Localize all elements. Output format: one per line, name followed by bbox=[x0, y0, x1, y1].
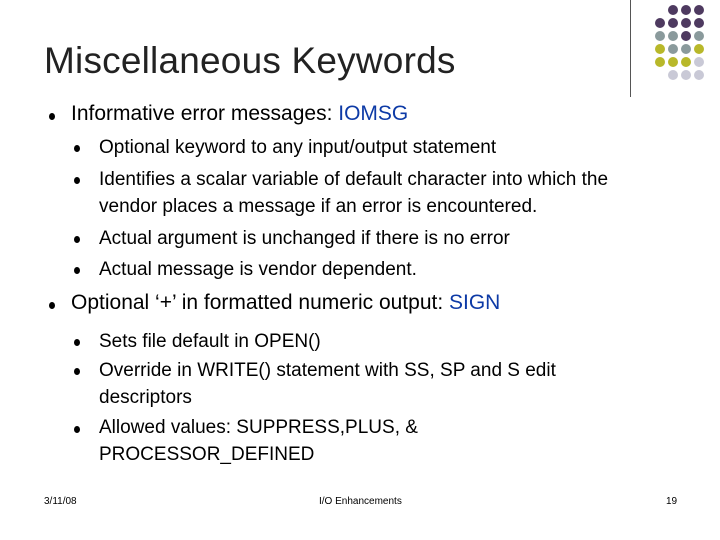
decorative-dot bbox=[694, 18, 704, 28]
bullet-text bbox=[71, 102, 408, 126]
decorative-dot bbox=[694, 31, 704, 41]
sub-bullet-text: Identifies a scalar variable of default character into which the bbox=[99, 169, 609, 190]
decorative-dot bbox=[681, 70, 691, 80]
decorative-dot bbox=[668, 5, 678, 15]
bullet-marker bbox=[49, 302, 55, 309]
sub-bullet-text: Sets file default in OPEN() bbox=[99, 331, 321, 352]
sub-bullet-marker bbox=[74, 426, 80, 433]
sub-bullet-text: Allowed values: SUPPRESS,PLUS, & bbox=[99, 417, 418, 438]
decorative-dot bbox=[668, 57, 678, 67]
sub-bullet-marker bbox=[74, 236, 80, 243]
sub-bullet-marker bbox=[74, 339, 80, 346]
decorative-dot bbox=[681, 57, 691, 67]
decorative-dot bbox=[694, 5, 704, 15]
decorative-dot bbox=[694, 57, 704, 67]
sub-bullet-marker bbox=[74, 267, 80, 274]
decorative-dot bbox=[668, 31, 678, 41]
decorative-dot-grid bbox=[0, 0, 720, 100]
sub-bullet-text: Actual argument is unchanged if there is no error bbox=[99, 228, 510, 249]
decorative-dot bbox=[655, 18, 665, 28]
decorative-dot bbox=[668, 18, 678, 28]
sub-bullet-text-continued: PROCESSOR_DEFINED bbox=[99, 444, 315, 465]
footer-page-number: 19 bbox=[666, 496, 678, 507]
decorative-dot bbox=[681, 31, 691, 41]
decorative-dot bbox=[694, 70, 704, 80]
decorative-dot bbox=[681, 44, 691, 54]
sub-bullet-text: Actual message is vendor dependent. bbox=[99, 259, 417, 280]
decorative-dot bbox=[655, 57, 665, 67]
keyword-iomsg: IOMSG bbox=[338, 102, 409, 125]
decorative-dot bbox=[694, 44, 704, 54]
sub-bullet-text-continued: descriptors bbox=[99, 387, 192, 408]
bullet-text bbox=[71, 291, 500, 315]
sub-bullet-text: Override in WRITE() statement with SS, SP and S edit bbox=[99, 360, 556, 381]
sub-bullet-marker bbox=[74, 177, 80, 184]
sub-bullet-text-continued: vendor places a message if an error is encountered. bbox=[99, 196, 538, 217]
keyword-sign: SIGN bbox=[449, 291, 501, 314]
decorative-dot bbox=[668, 70, 678, 80]
decorative-dot bbox=[681, 18, 691, 28]
decorative-dot bbox=[668, 44, 678, 54]
decorative-dot bbox=[681, 5, 691, 15]
bullet-label: Informative error messages: bbox=[71, 102, 339, 125]
sub-bullet-text: Optional keyword to any input/output statement bbox=[99, 137, 497, 158]
footer-title: I/O Enhancements bbox=[319, 496, 402, 507]
sub-bullet-marker bbox=[74, 368, 80, 375]
decorative-dot bbox=[655, 31, 665, 41]
footer-date: 3/11/08 bbox=[44, 496, 77, 507]
bullet-label: Optional ‘+’ in formatted numeric output: bbox=[71, 291, 449, 314]
bullet-marker bbox=[49, 113, 55, 120]
decorative-dot bbox=[655, 44, 665, 54]
sub-bullet-marker bbox=[74, 145, 80, 152]
slide-title: Miscellaneous Keywords bbox=[44, 40, 456, 81]
